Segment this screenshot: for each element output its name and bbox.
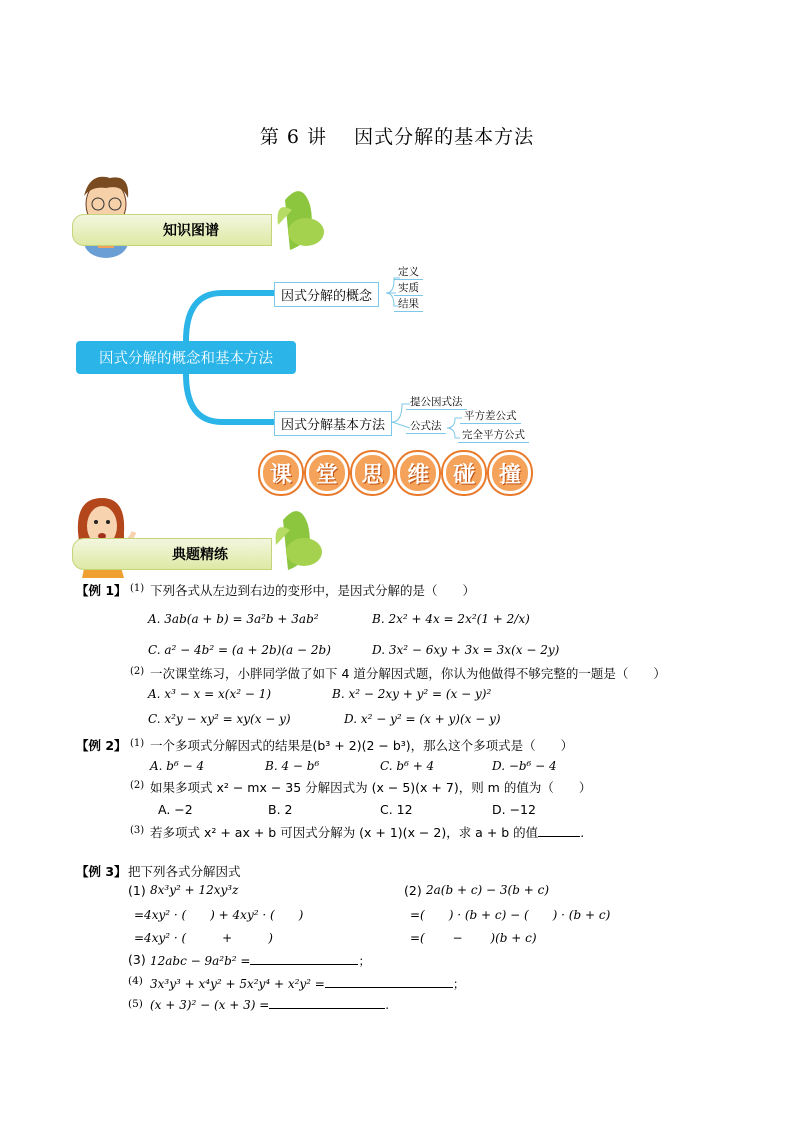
think-char: 维 (397, 452, 439, 494)
ex3-p5-end: . (385, 998, 390, 1012)
classroom-thinking-banner (258, 452, 533, 494)
q-number: (2) (404, 883, 422, 898)
answer-blank[interactable] (250, 964, 358, 965)
think-char: 碰 (443, 452, 485, 494)
ex3-p2-step2: =( − )(b + c) (410, 931, 537, 945)
ex3-p4-expr: 3x³y³ + x⁴y² + 5x²y⁴ + x²y² = (150, 977, 325, 991)
map-leaf-perfect-square: 完全平方公式 (458, 427, 529, 443)
ex1-q2-option-d: D. x² − y² = (x + y)(x − y) (344, 712, 501, 726)
ex3-p4 (150, 975, 465, 992)
q-number: (2) (130, 666, 145, 677)
q-number: (2) (130, 780, 145, 791)
think-char: 课 (260, 452, 302, 494)
map-branch-methods: 因式分解基本方法 (274, 411, 392, 436)
q-number: (3) (130, 825, 145, 836)
lecture-topic: 因式分解的基本方法 (354, 126, 535, 148)
ex2-q2-option-a: A. −2 (158, 802, 193, 817)
map-leaf-essence: 实质 (394, 280, 423, 296)
map-connectors (0, 0, 794, 460)
ex1-q2-text: 一次课堂练习，小胖同学做了如下 4 道分解因式题，你认为他做得不够完整的一题是（ ） (150, 666, 666, 681)
example-1-tag: 【例 1】 (76, 583, 127, 598)
ex2-q3-question: 若多项式 x² + ax + b 可因式分解为 (x + 1)(x − 2)，求 a + b 的值 (150, 825, 539, 840)
example-3-tag: 【例 3】 (76, 864, 127, 879)
ex2-q1-option-b: B. 4 − b⁶ (265, 759, 320, 773)
q-number: (1) (130, 583, 145, 594)
ex2-q1-option-a: A. b⁶ − 4 (150, 759, 205, 773)
ex2-q2-option-d: D. −12 (492, 802, 536, 817)
section2-label: 典题精练 (172, 547, 228, 563)
ex2-q1-option-d: D. −b⁶ − 4 (492, 759, 557, 773)
ex3-p5 (150, 998, 389, 1012)
ex1-q1-text: 下列各式从左边到右边的变形中，是因式分解的是（ ） (150, 583, 476, 598)
map-leaf-diff-squares: 平方差公式 (460, 408, 521, 424)
ex1-q1-option-c: C. a² − 4b² = (a + 2b)(a − 2b) (148, 643, 331, 657)
ex2-q1-text: 一个多项式分解因式的结果是(b³ + 2)(2 − b³)，那么这个多项式是（ ） (150, 738, 574, 753)
map-leaf-common-factor: 提公因式法 (406, 394, 467, 410)
think-char: 撞 (489, 452, 531, 494)
ex3-p4-end: ； (452, 977, 465, 991)
ex3-intro: 把下列各式分解因式 (128, 864, 241, 879)
ex1-q2-option-b: B. x² − 2xy + y² = (x − y)² (332, 687, 492, 701)
q-number: (5) (128, 998, 143, 1010)
ex3-p1-step2: =4xy² · ( + ) (134, 931, 273, 945)
ex1-q2-option-c: C. x²y − xy² = xy(x − y) (148, 712, 291, 726)
answer-blank[interactable] (538, 836, 580, 837)
ex3-p5-expr: (x + 3)² − (x + 3) = (150, 998, 270, 1012)
map-root: 因式分解的概念和基本方法 (76, 341, 296, 374)
q-number: (1) (130, 738, 145, 749)
lecture-number: 第 6 讲 (259, 126, 328, 148)
q-number: (1) (128, 883, 146, 898)
q-number: (3) (128, 952, 146, 967)
ex2-q2-text: 如果多项式 x² − mx − 35 分解因式为 (x − 5)(x + 7)，则 m 的值为（ ） (150, 780, 592, 795)
ex2-q2-option-c: C. 12 (380, 802, 413, 817)
ex2-q1-option-c: C. b⁶ + 4 (380, 759, 435, 773)
ex1-q1-option-b: B. 2x² + 4x = 2x²(1 + 2/x) (372, 612, 530, 626)
ex1-q1-option-d: D. 3x² − 6xy + 3x = 3x(x − 2y) (372, 643, 560, 657)
ex3-p3-end: ； (358, 954, 371, 968)
map-branch-concept: 因式分解的概念 (274, 282, 379, 307)
ex2-q2-option-b: B. 2 (268, 802, 293, 817)
ex3-p2-expr: 2a(b + c) − 3(b + c) (426, 883, 550, 897)
think-char: 堂 (306, 452, 348, 494)
section1-label: 知识图谱 (163, 223, 219, 239)
ex3-p1-step1: =4xy² · ( ) + 4xy² · ( ) (134, 908, 304, 922)
answer-blank[interactable] (269, 1008, 385, 1009)
ex1-q1-option-a: A. 3ab(a + b) = 3a²b + 3ab² (148, 612, 319, 626)
ex3-p3 (150, 952, 371, 969)
ex3-p1-expr: 8x³y² + 12xy³z (150, 883, 239, 897)
ex1-q2-option-a: A. x³ − x = x(x² − 1) (148, 687, 272, 701)
map-leaf-formula: 公式法 (406, 418, 446, 434)
example-2-tag: 【例 2】 (76, 738, 127, 753)
map-leaf-result: 结果 (394, 296, 423, 312)
think-char: 思 (352, 452, 394, 494)
ex3-p3-expr: 12abc − 9a²b² = (150, 954, 251, 968)
answer-blank[interactable] (325, 987, 453, 988)
ex2-q3-text (150, 823, 584, 841)
map-leaf-definition: 定义 (394, 264, 423, 280)
ex3-p2-step1: =( ) · (b + c) − ( ) · (b + c) (410, 908, 611, 922)
q-number: (4) (128, 975, 143, 987)
ex2-q3-end: . (580, 825, 585, 840)
